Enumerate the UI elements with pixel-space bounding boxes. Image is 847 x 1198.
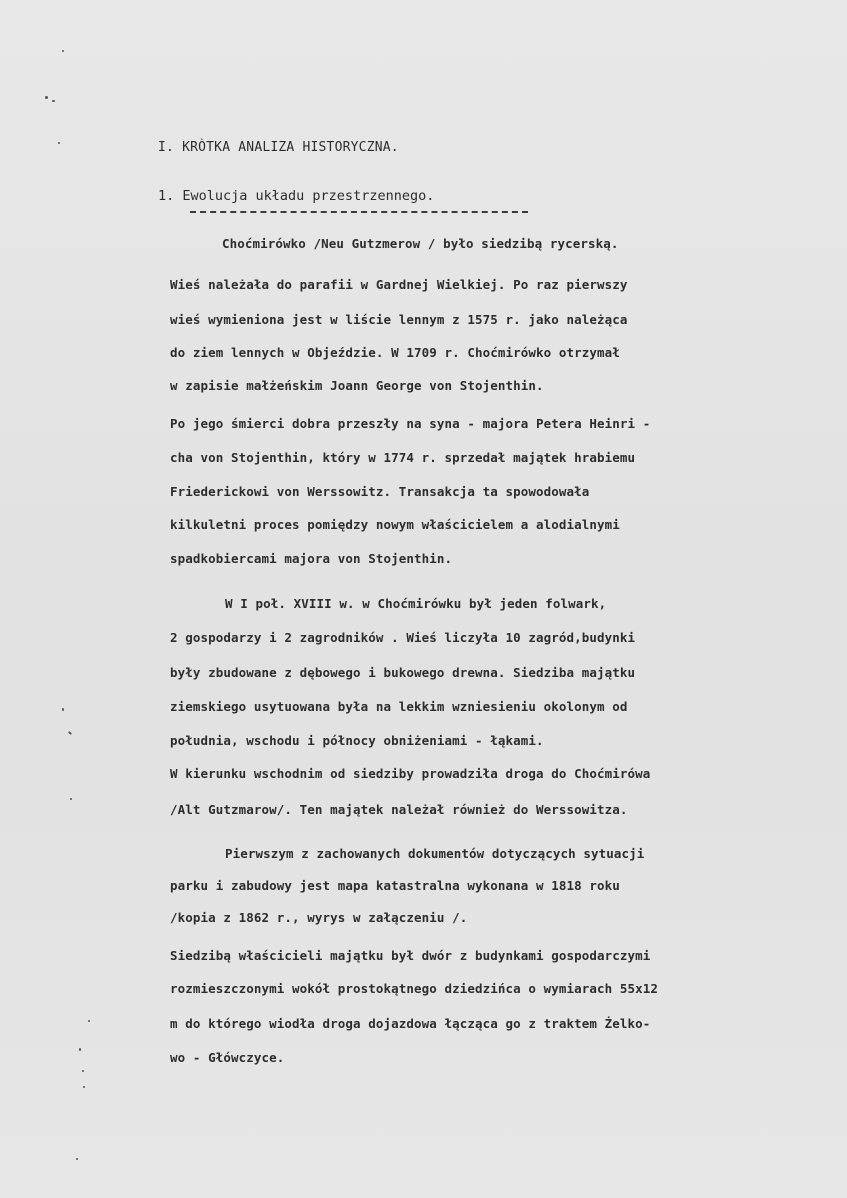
text-line: spadkobiercami majora von Stojenthin. <box>170 551 453 566</box>
scan-speck <box>79 1048 81 1051</box>
text-line: Choćmirówko /Neu Gutzmerow / było siedzibą rycerską. <box>222 236 619 251</box>
text-line: ziemskiego usytuowana była na lekkim wzniesieniu okolonym od <box>170 699 628 714</box>
text-line: były zbudowane z dębowego i bukowego drewna. Siedziba majątku <box>170 665 636 680</box>
text-line: 2 gospodarzy i 2 zagrodników . Wieś liczyła 10 zagród,budynki <box>170 630 636 645</box>
text-line: do ziem lennych w Objeździe. W 1709 r. Choćmirówko otrzymał <box>170 345 620 360</box>
scan-speck <box>52 100 55 102</box>
text-line: Wieś należała do parafii w Gardnej Wielkiej. Po raz pierwszy <box>170 277 628 292</box>
text-line: /Alt Gutzmarow/. Ten majątek należał również do Werssowitza. <box>170 802 628 817</box>
text-line: południa, wschodu i północy obniżeniami - łąkami. <box>170 733 544 748</box>
text-line: cha von Stojenthin, który w 1774 r. sprzedał majątek hrabiemu <box>170 450 636 465</box>
section-heading: I. KRÒTKA ANALIZA HISTORYCZNA. <box>158 140 399 155</box>
scan-speck <box>70 798 72 800</box>
text-line: parku i zabudowy jest mapa katastralna wykonana w 1818 roku <box>170 878 620 893</box>
text-line: Po jego śmierci dobra przeszły na syna - majora Petera Heinri - <box>170 416 651 431</box>
text-line: kilkuletni proces pomiędzy nowym właścicielem a alodialnymi <box>170 517 620 532</box>
scan-speck <box>62 708 64 711</box>
scan-speck <box>45 96 48 99</box>
text-line: wieś wymieniona jest w liście lennym z 1575 r. jako należąca <box>170 312 628 327</box>
text-line: Pierwszym z zachowanych dokumentów dotyczących sytuacji <box>225 846 645 861</box>
text-line: m do którego wiodła droga dojazdowa łącząca go z traktem Żelko- <box>170 1016 651 1031</box>
text-line: Siedzibą właścicieli majątku był dwór z budynkami gospodarczymi <box>170 948 651 963</box>
scan-speck <box>83 1086 85 1088</box>
text-line: wo - Główczyce. <box>170 1050 285 1065</box>
scan-speck <box>82 1070 84 1072</box>
text-line: /kopia z 1862 r., wyrys w załączeniu /. <box>170 910 468 925</box>
scan-speck <box>88 1020 90 1022</box>
subheading-underline <box>190 211 528 213</box>
scan-speck <box>62 50 64 52</box>
text-line: w zapisie małżeńskim Joann George von Stojenthin. <box>170 378 544 393</box>
scan-speck <box>68 731 72 735</box>
text-line: W kierunku wschodnim od siedziby prowadziła droga do Choćmirówa <box>170 766 651 781</box>
text-line: rozmieszczonymi wokół prostokątnego dziedzińca o wymiarach 55x12 <box>170 981 659 996</box>
text-line: Friederickowi von Werssowitz. Transakcja ta spowodowała <box>170 484 590 499</box>
scan-speck <box>58 142 60 144</box>
text-line: W I poł. XVIII w. w Choćmirówku był jeden folwark, <box>225 596 607 611</box>
subsection-heading: 1. Ewolucja układu przestrzennego. <box>158 188 435 204</box>
scan-speck <box>76 1158 78 1160</box>
